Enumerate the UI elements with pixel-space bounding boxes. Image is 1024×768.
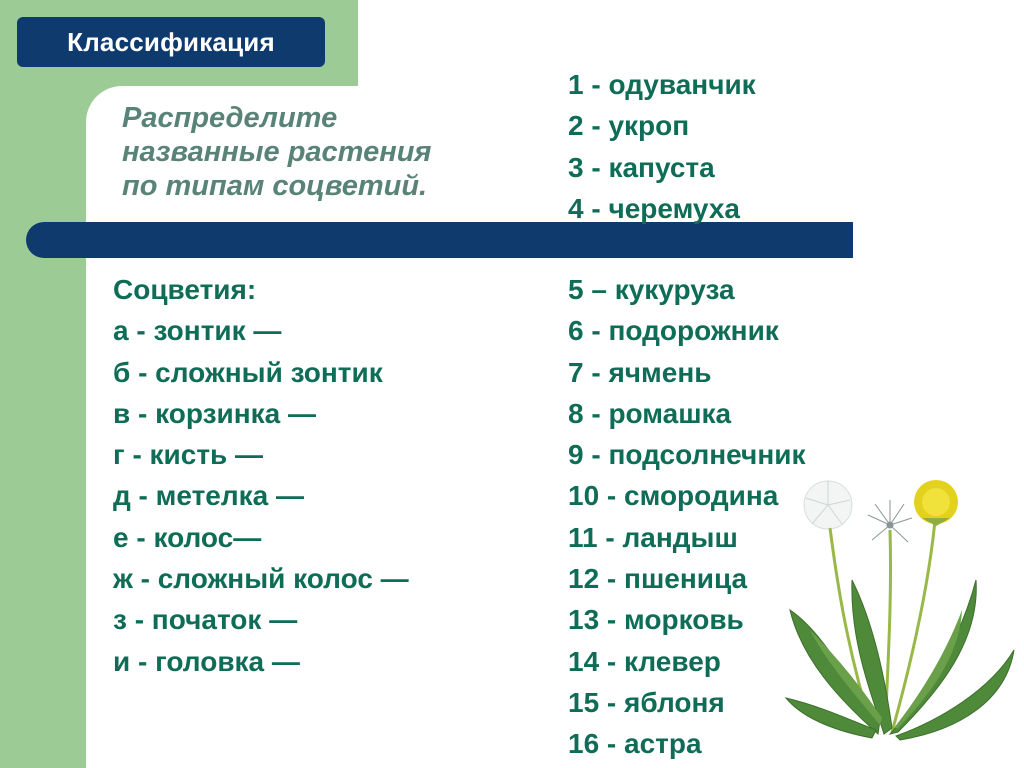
inflorescence-item: ж - сложный колос — — [113, 563, 409, 595]
plant-list-bottom — [568, 269, 805, 765]
plant-item: 10 - смородина — [568, 480, 779, 512]
leaves — [786, 580, 1014, 740]
plant-list-top — [568, 64, 756, 229]
inflorescence-heading: Соцветия: — [113, 274, 257, 305]
seed-head-icon — [804, 481, 852, 529]
task-line: по типам соцветий. — [122, 170, 428, 202]
flower-icon — [914, 480, 958, 526]
inflorescence-item: е - колос— — [113, 521, 262, 553]
inflorescence-item: а - зонтик — — [113, 315, 282, 347]
dandelion-illustration — [780, 470, 1020, 768]
inflorescence-item: б - сложный зонтик — [113, 356, 383, 388]
plant-item: 5 – кукуруза — [568, 274, 735, 305]
plant-item: 4 - черемуха — [568, 192, 740, 224]
slide-title: Классификация — [17, 17, 325, 67]
plant-item: 13 - морковь — [568, 604, 744, 636]
task-text — [122, 101, 522, 203]
inflorescence-list — [113, 269, 409, 682]
plant-item: 8 - ромашка — [568, 397, 732, 429]
task-line: Распределите — [122, 102, 338, 134]
inflorescence-item: и - головка — — [113, 645, 300, 677]
task-line: названные растения — [122, 136, 432, 168]
plant-item: 3 - капуста — [568, 151, 715, 183]
inflorescence-item: в - корзинка — — [113, 397, 316, 429]
plant-item: 7 - ячмень — [568, 356, 712, 388]
plant-item: 14 - клевер — [568, 645, 721, 677]
plant-item: 12 - пшеница — [568, 563, 748, 595]
plant-item: 2 - укроп — [568, 110, 690, 142]
inflorescence-item: г - кисть — — [113, 439, 264, 471]
plant-item: 9 - подсолнечник — [568, 439, 806, 471]
plant-item: 16 - астра — [568, 728, 702, 760]
plant-item: 15 - яблоня — [568, 686, 725, 718]
plant-item: 6 - подорожник — [568, 315, 779, 347]
plant-item: 1 - одуванчик — [568, 69, 756, 100]
inflorescence-item: д - метелка — — [113, 480, 305, 512]
plant-item: 11 - ландыш — [568, 521, 738, 553]
inflorescence-item: з - початок — — [113, 604, 298, 636]
